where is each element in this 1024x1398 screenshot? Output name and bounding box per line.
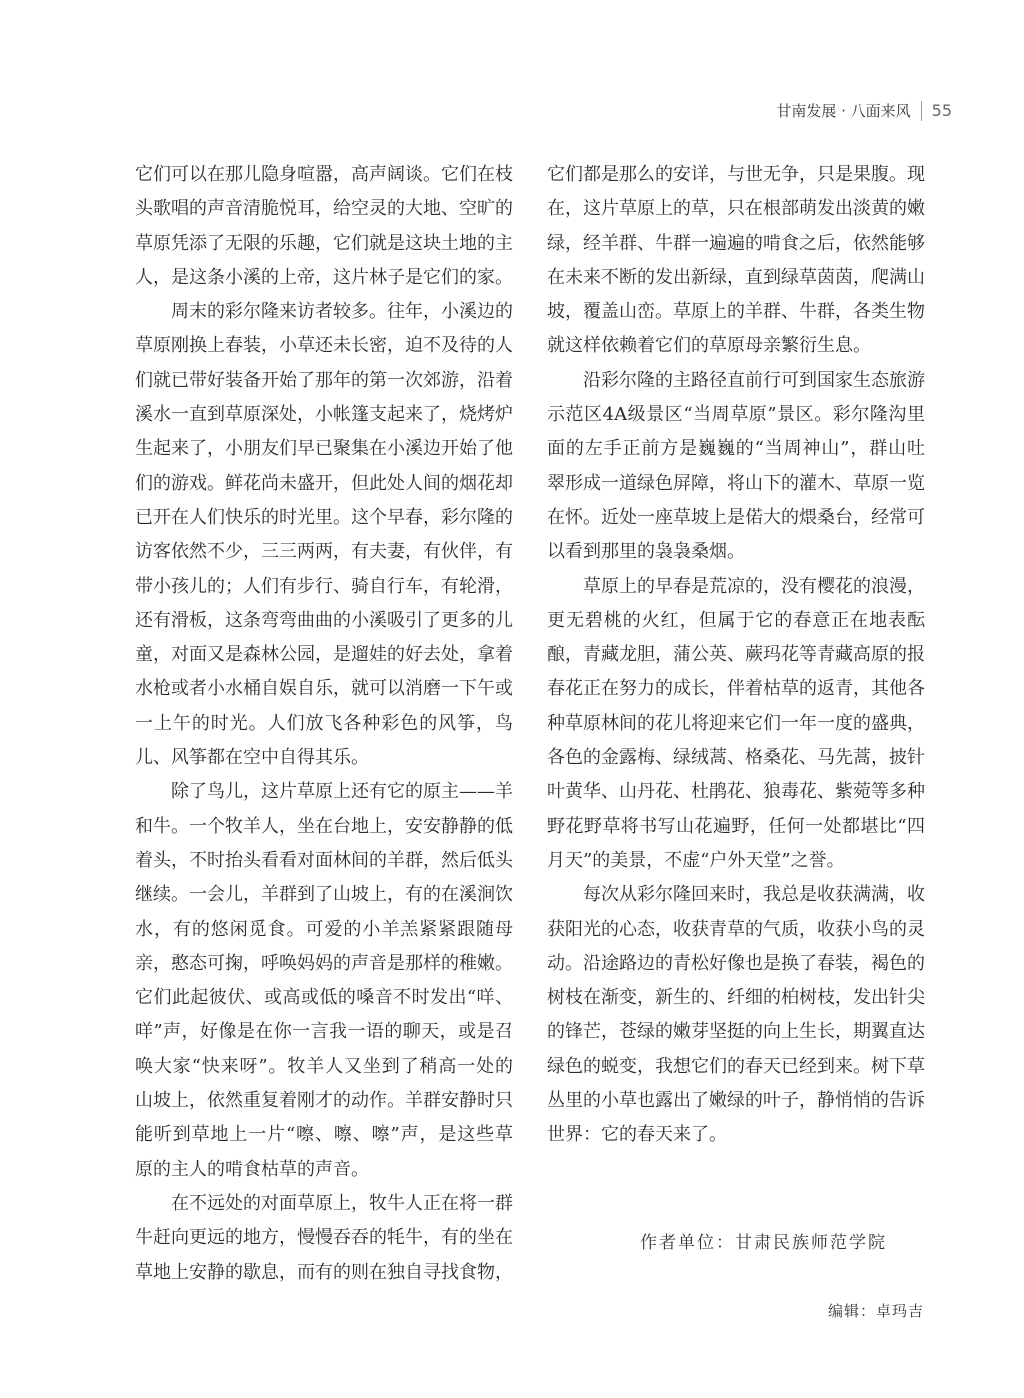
paragraph: 它们都是那么的安详，与世无争，只是果腹。现在，这片草原上的草，只在根部萌发出淡黄的嫩绿，经羊群、牛群一遍遍的啃食之后，依然能够在未来不断的发出新绿，直到绿草茵茵，爬满山坡，覆盖山峦。草原上的羊群、牛群，各类生物就这样依赖着它们的草原母亲繁衍生息。	[547, 164, 925, 357]
header-divider	[921, 101, 922, 121]
right-column	[547, 158, 925, 1153]
paragraph: 它们可以在那儿隐身喧嚣，高声阔谈。它们在枝头歌唱的声音清脆悦耳，给空灵的大地、空旷的草原凭添了无限的乐趣，它们就是这块土地的主人，是这条小溪的上帝，这片林子是它们的家。	[135, 164, 513, 288]
page-number: 55	[931, 101, 952, 120]
paragraph: 每次从彩尔隆回来时，我总是收获满满，收获阳光的心态，收获青草的气质，收获小鸟的灵动。沿途路边的青松好像也是换了春装，褐色的树枝在渐变，新生的、纤细的柏树枝，发出针尖的锋芒，苍绿的嫩芽坚挺的向上生长，期翼直达绿色的蜕变，我想它们的春天已经到来。树下草丛里的小草也露出了嫩绿的叶子，静悄悄的告诉世界：它的春天来了。	[547, 884, 925, 1146]
left-column	[135, 158, 513, 1290]
paragraph: 在不远处的对面草原上，牧牛人正在将一群牛赶向更远的地方，慢慢吞吞的牦牛，有的坐在草地上安静的歇息，而有的则在独自寻找食物，	[135, 1192, 513, 1283]
paragraph: 草原上的早春是荒凉的，没有樱花的浪漫，更无碧桃的火红，但属于它的春意正在地表酝酿，青藏龙胆，蒲公英、蕨玛花等青藏高原的报春花正在努力的成长，伴着枯草的返青，其他各种草原林间的花儿将迎来它们一年一度的盛典，各色的金露梅、绿绒蒿、格桑花、马先蒿，披针叶黄华、山丹花、杜鹃花、狼毒花、紫菀等多种野花野草将书写山花遍野，任何一处都堪比“四月天”的美景，不虚“户外天堂”之誉。	[547, 575, 925, 871]
running-header	[776, 100, 952, 121]
paragraph: 周末的彩尔隆来访者较多。往年，小溪边的草原刚换上春装，小草还未长密，迫不及待的人们就已带好装备开始了那年的第一次郊游，沿着溪水一直到草原深处，小帐篷支起来了，烧烤炉生起来了，小朋友们早已聚集在小溪边开始了他们的游戏。鲜花尚未盛开，但此处人间的烟花却已开在人们快乐的时光里。这个早春，彩尔隆的访客依然不少，三三两两，有夫妻，有伙伴，有带小孩儿的；人们有步行、骑自行车，有轮滑，还有滑板，这条弯弯曲曲的小溪吸引了更多的儿童，对面又是森林公园，是遛娃的好去处，拿着水枪或者小水桶自娱自乐，就可以消磨一下午或一上午的时光。人们放飞各种彩色的风筝，鸟儿、风筝都在空中自得其乐。	[135, 301, 513, 769]
editor-credit: 编辑：卓玛吉	[827, 1302, 924, 1320]
author-affiliation: 作者单位：甘肃民族师范学院	[640, 1233, 887, 1253]
section-title: 甘南发展 · 八面来风	[776, 102, 911, 120]
paragraph: 除了鸟儿，这片草原上还有它的原主——羊和牛。一个牧羊人，坐在台地上，安安静静的低着头，不时抬头看看对面林间的羊群，然后低头继续。一会儿，羊群到了山坡上，有的在溪涧饮水，有的悠闲觅食。可爱的小羊羔紧紧跟随母亲，憨态可掬，呼唤妈妈的声音是那样的稚嫩。它们此起彼伏、或高或低的嗓音不时发出“咩、咩”声，好像是在你一言我一语的聊天，或是召唤大家“快来呀”。牧羊人又坐到了稍高一处的山坡上，依然重复着刚才的动作。羊群安静时只能听到草地上一片“嚓、嚓、嚓”声，是这些草原的主人的啃食枯草的声音。	[135, 781, 513, 1180]
paragraph: 沿彩尔隆的主路径直前行可到国家生态旅游示范区4A级景区“当周草原”景区。彩尔隆沟里面的左手正前方是巍巍的“当周神山”，群山吐翠形成一道绿色屏障，将山下的灌木、草原一览在怀。近处一座草坡上是偌大的煨桑台，经常可以看到那里的袅袅桑烟。	[547, 369, 925, 563]
